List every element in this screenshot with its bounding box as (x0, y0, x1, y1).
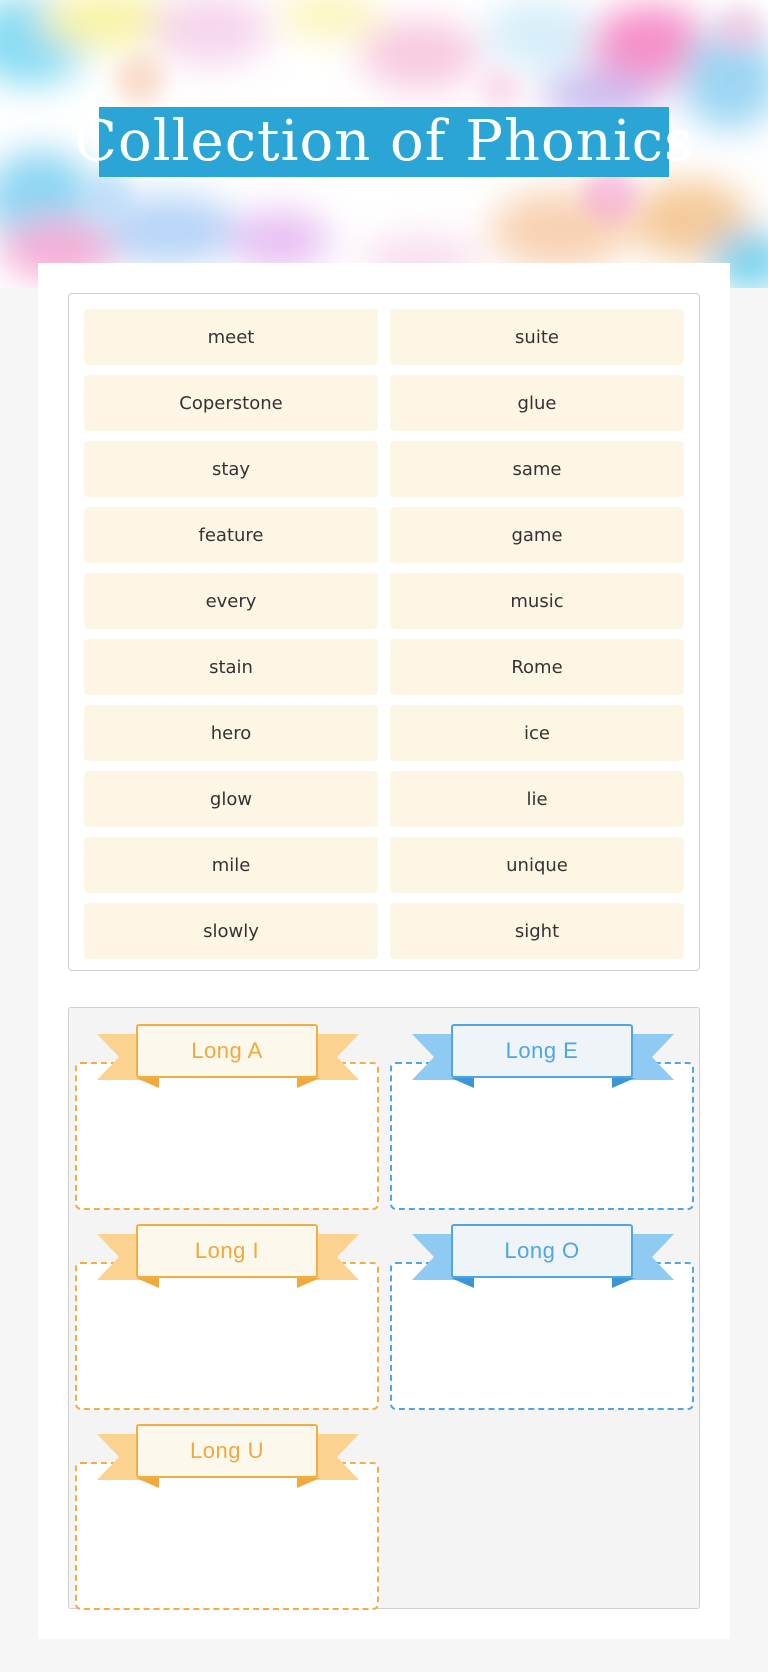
word-tile-slowly[interactable]: slowly (84, 903, 378, 959)
word-tile-rome[interactable]: Rome (390, 639, 684, 695)
word-tile-meet[interactable]: meet (84, 309, 378, 365)
watercolor-header (0, 0, 768, 288)
category-long-e (385, 1016, 689, 1206)
word-tile-ice[interactable]: ice (390, 705, 684, 761)
word-tile-same[interactable]: same (390, 441, 684, 497)
category-long-o (385, 1216, 689, 1406)
word-tile-stay[interactable]: stay (84, 441, 378, 497)
word-grid (84, 309, 684, 959)
word-tile-sight[interactable]: sight (390, 903, 684, 959)
category-label-long-o: Long O (451, 1224, 633, 1278)
category-label-long-e: Long E (451, 1024, 633, 1078)
category-long-a (70, 1016, 374, 1206)
word-tile-music[interactable]: music (390, 573, 684, 629)
word-tile-unique[interactable]: unique (390, 837, 684, 893)
word-tile-stain[interactable]: stain (84, 639, 378, 695)
word-tile-every[interactable]: every (84, 573, 378, 629)
word-tile-game[interactable]: game (390, 507, 684, 563)
category-label-long-a: Long A (136, 1024, 318, 1078)
category-area (68, 1007, 700, 1609)
word-tile-lie[interactable]: lie (390, 771, 684, 827)
word-tile-glue[interactable]: glue (390, 375, 684, 431)
page-title: Collection of Phonics (74, 109, 694, 174)
category-long-i (70, 1216, 374, 1406)
category-label-long-i: Long I (136, 1224, 318, 1278)
word-tile-suite[interactable]: suite (390, 309, 684, 365)
word-tile-feature[interactable]: feature (84, 507, 378, 563)
word-tile-mile[interactable]: mile (84, 837, 378, 893)
word-tile-glow[interactable]: glow (84, 771, 378, 827)
word-bank (68, 293, 700, 971)
word-tile-hero[interactable]: hero (84, 705, 378, 761)
category-label-long-u: Long U (136, 1424, 318, 1478)
title-banner (74, 107, 694, 177)
word-tile-coperstone[interactable]: Coperstone (84, 375, 378, 431)
category-long-u (70, 1416, 374, 1606)
